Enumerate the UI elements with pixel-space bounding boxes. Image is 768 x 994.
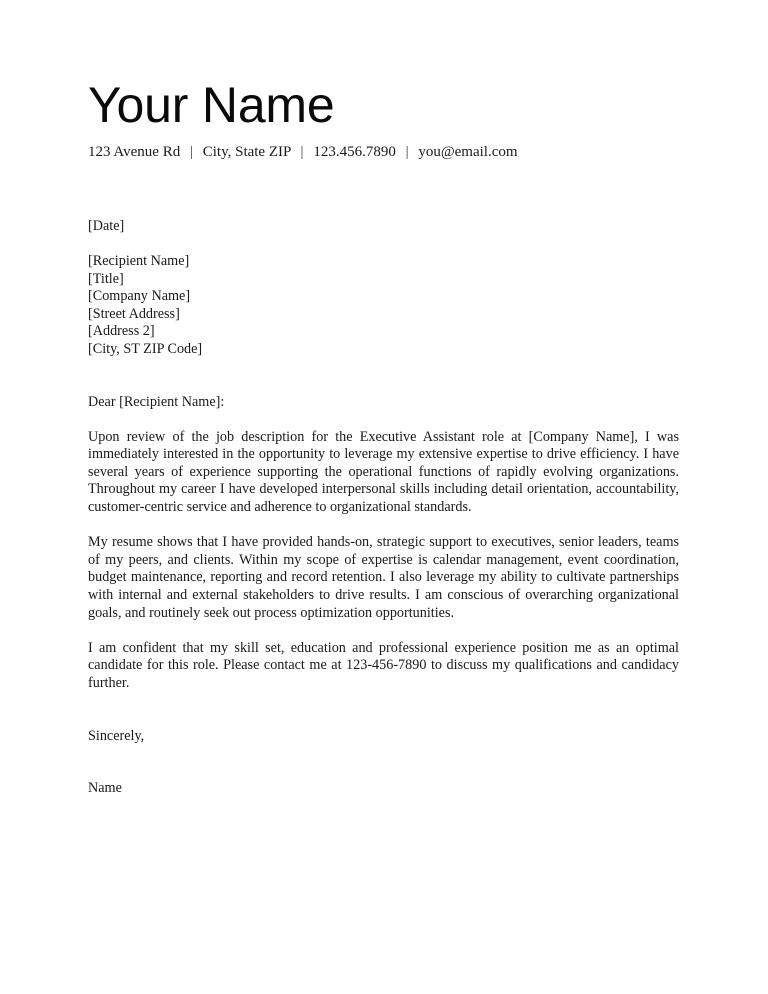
contact-email: you@email.com xyxy=(418,144,518,160)
date-line: [Date] xyxy=(88,217,125,234)
contact-separator-2: | xyxy=(300,144,304,160)
recipient-line: [Address 2] xyxy=(88,323,155,340)
contact-separator-3: | xyxy=(405,144,409,160)
signature-name: Name xyxy=(88,780,122,797)
page-title: Your Name xyxy=(88,77,335,133)
recipient-line: [Street Address] xyxy=(88,305,180,322)
body-paragraph: Upon review of the job description for the Executive Assistant role at [Company Name], I was immediately interested in the opportunity to leverage my extensive expertise to drive efficiency. I have several years of experience supporting the operational functions of rapidly evolving organizations. Throughout my career I have developed interpersonal skills including detail orientation, accountability, customer-centric service and adherence to organizational standards. xyxy=(88,428,679,516)
recipient-line: [City, ST ZIP Code] xyxy=(88,340,203,357)
contact-address: 123 Avenue Rd xyxy=(88,144,181,160)
closing-salutation: Sincerely, xyxy=(88,727,145,744)
body-paragraph: I am confident that my skill set, education and professional experience position me as an optimal candidate for this role. Please contact me at 123-456-7890 to discuss my qualifications and candidacy further. xyxy=(88,639,679,691)
contact-city-state-zip: City, State ZIP xyxy=(202,144,291,160)
letter-content-column xyxy=(88,0,679,798)
letter-body xyxy=(88,218,679,798)
recipient-address-block xyxy=(88,253,679,359)
recipient-line: [Title] xyxy=(88,270,124,287)
body-paragraph: My resume shows that I have provided hands-on, strategic support to executives, senior leaders, teams of my peers, and clients. Within my scope of expertise is calendar management, event coordination, budget maintenance, reporting and record retention. I also leverage my ability to cultivate partnerships with internal and external stakeholders to drive results. I am conscious of overarching organizational goals, and routinely seek out process optimization opportunities. xyxy=(88,534,679,621)
letterhead xyxy=(88,0,679,162)
contact-phone: 123.456.7890 xyxy=(313,144,396,160)
contact-line xyxy=(88,143,679,162)
contact-separator-1: | xyxy=(189,144,193,160)
recipient-line: [Company Name] xyxy=(88,288,191,305)
recipient-line: [Recipient Name] xyxy=(88,252,190,269)
salutation: Dear [Recipient Name]: xyxy=(88,393,225,410)
